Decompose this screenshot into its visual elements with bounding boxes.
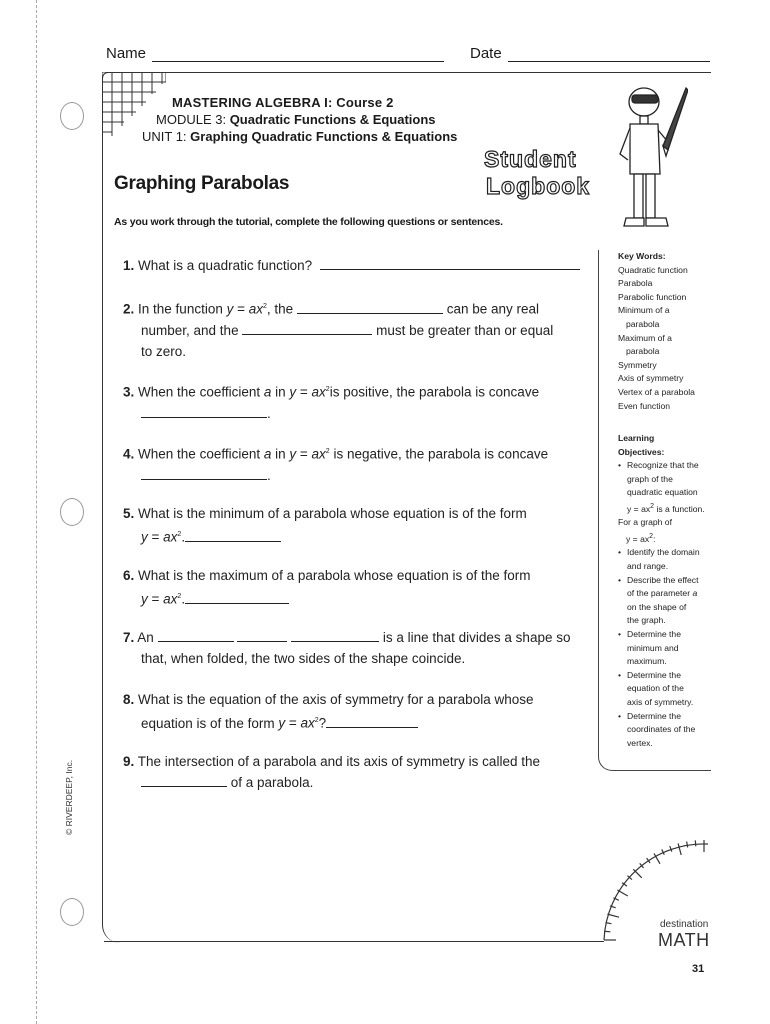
key-word: Parabola <box>618 278 653 289</box>
answer-blank-q1[interactable] <box>320 255 580 270</box>
student-logbook-logo: Student Logbook <box>484 146 591 199</box>
name-field[interactable] <box>152 61 444 62</box>
answer-blank-q2b[interactable] <box>242 320 372 335</box>
key-word: Parabolic function <box>618 291 687 302</box>
answer-blank-q7a[interactable] <box>158 627 234 642</box>
key-words-heading: Key Words: <box>618 251 666 261</box>
unit-line: UNIT 1: Graphing Quadratic Functions & Equations <box>142 129 458 144</box>
key-word: Quadratic function <box>618 264 688 275</box>
page-title: Graphing Parabolas <box>114 173 290 194</box>
answer-blank-q3[interactable] <box>141 403 267 418</box>
frame-bottom-rule <box>104 941 604 942</box>
course-title: MASTERING ALGEBRA I: Course 2 <box>172 95 394 110</box>
key-word: parabola <box>626 346 660 357</box>
question-3: 3. When the coefficient a in $y = ax^2is$ positive, the parabola is concave . <box>123 384 540 421</box>
key-words-list <box>618 250 695 413</box>
answer-blank-q7c[interactable] <box>291 627 379 642</box>
binder-hole-bottom <box>60 898 84 926</box>
question-2: 2. In the function $y = ax^2$, the can be any real number, and the must be greater than or equal to zero. <box>123 296 593 362</box>
date-field[interactable] <box>508 61 710 62</box>
objective-item: • Determine the coordinates of the vertex. <box>618 710 714 751</box>
question-4: 4. When the coefficient a in $y = ax^2$ is negative, the parabola is concave . <box>123 446 549 483</box>
pencil-mascot-illustration <box>608 84 688 250</box>
question-7: 7. An is a line that divides a shape so that, when folded, the two sides of the shape coincide. <box>123 627 603 669</box>
objective-item: • Identify the domain and range. <box>618 546 714 573</box>
objective-item: • Determine the minimum and maximum. <box>618 628 714 669</box>
binder-hole-top <box>60 102 84 130</box>
page-number: 31 <box>692 963 705 975</box>
date-label: Date <box>470 45 502 62</box>
answer-blank-q4[interactable] <box>141 465 267 480</box>
answer-blank-q2a[interactable] <box>297 299 443 314</box>
answer-blank-q6[interactable] <box>185 589 289 604</box>
question-1: 1. What is a quadratic function? <box>123 255 580 276</box>
objective-intro: For a graph of <box>618 517 672 528</box>
math-logo-text: MATH <box>658 930 710 950</box>
copyright-notice <box>60 755 76 835</box>
answer-blank-q7b[interactable] <box>237 627 287 642</box>
objective-item: • Recognize that the graph of the quadratic equation $y = ax^2$ is a function. <box>618 459 714 516</box>
key-word: Axis of symmetry <box>618 373 684 384</box>
svg-text:© RIVERDEEP, Inc.: © RIVERDEEP, Inc. <box>64 759 74 835</box>
answer-blank-q9[interactable] <box>141 772 227 787</box>
key-word: Minimum of a <box>618 305 670 316</box>
module-line: MODULE 3: Quadratic Functions & Equations <box>156 112 436 127</box>
objectives-heading: Objectives: <box>618 446 665 457</box>
answer-blank-q8[interactable] <box>326 713 418 728</box>
question-5: 5. What is the minimum of a parabola whose equation is of the form $y = ax^2$. <box>123 506 527 545</box>
answer-blank-q5[interactable] <box>185 527 281 542</box>
objective-item: • Describe the effect of the parameter a on the shape of the graph. <box>618 574 714 628</box>
question-8: 8. What is the equation of the axis of symmetry for a parabola whose equation is of the form $y = ax^2$? <box>123 692 534 731</box>
instructions: As you work through the tutorial, complete the following questions or sentences. <box>114 216 503 228</box>
destination-label: destination <box>660 919 709 930</box>
objective-intro-eq: $y = ax^2$: <box>626 533 656 544</box>
learning-objectives-list <box>618 432 714 750</box>
key-word: Symmetry <box>618 359 657 370</box>
key-word: Maximum of a <box>618 332 672 343</box>
binder-hole-middle <box>60 498 84 526</box>
perforation-line <box>36 0 37 1024</box>
objectives-heading: Learning <box>618 433 655 443</box>
key-word: Even function <box>618 400 671 411</box>
name-label: Name <box>106 45 147 62</box>
question-6: 6. What is the maximum of a parabola whose equation is of the form $y = ax^2$. <box>123 568 531 607</box>
objective-item: • Determine the equation of the axis of symmetry. <box>618 669 714 710</box>
question-9: 9. The intersection of a parabola and its axis of symmetry is called the of a parabola. <box>123 754 540 790</box>
key-word: parabola <box>626 318 660 329</box>
key-word: Vertex of a parabola <box>618 386 695 397</box>
